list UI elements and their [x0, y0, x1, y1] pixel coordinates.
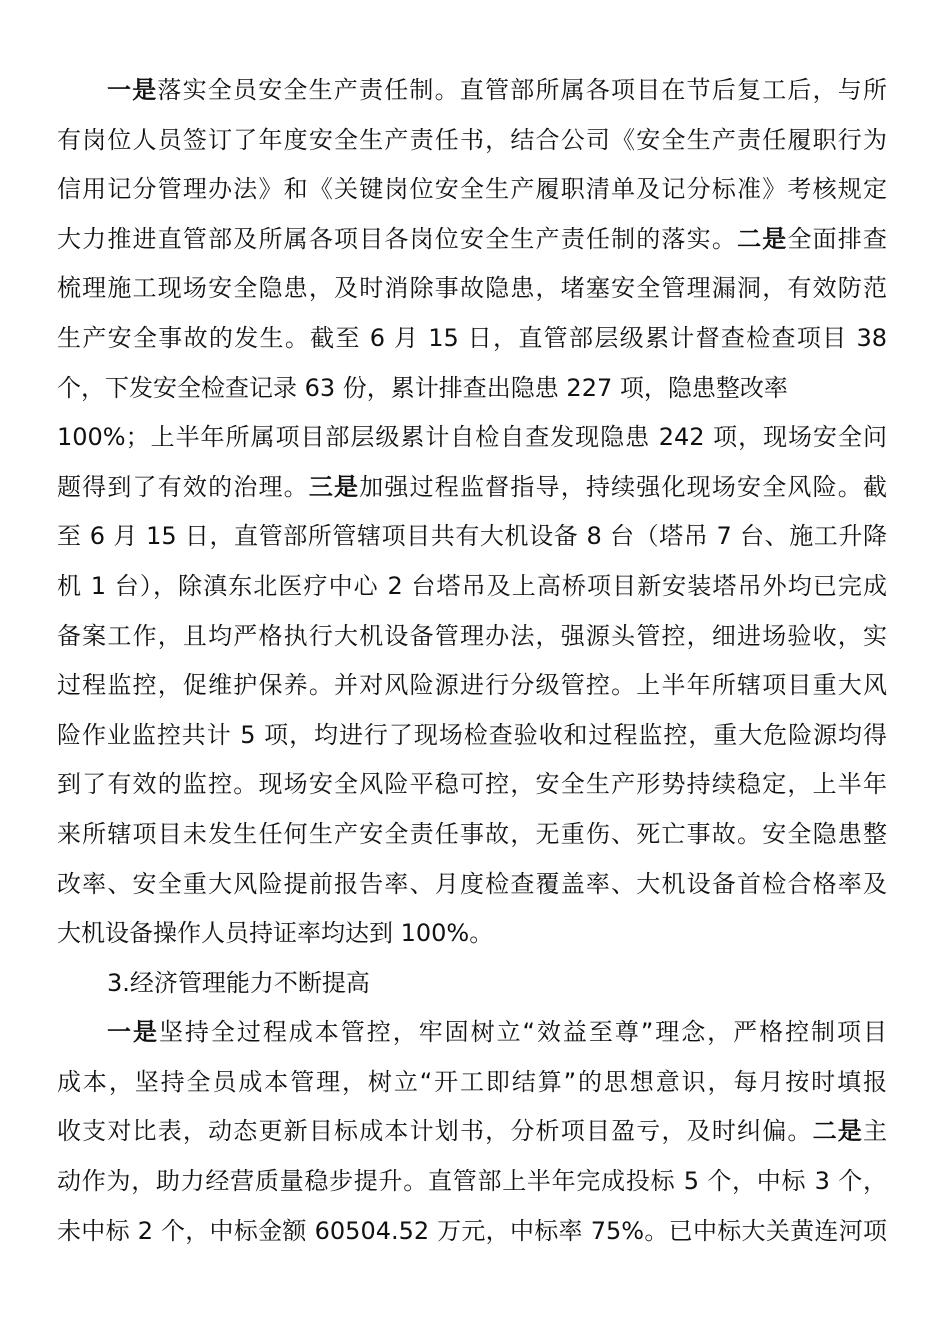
heading-text: 3.经济管理能力不断提高 [107, 968, 370, 997]
keyword-sanshi: 三是 [308, 472, 360, 501]
paragraph-line [57, 165, 887, 215]
line-text: 未中标 2 个，中标金额 60504.52 万元，中标率 75%。已中标大关黄连河项 [57, 1216, 887, 1245]
paragraph-line [57, 463, 887, 513]
line-text: 大力推进直管部及所属各项目各岗位安全生产责任制的落实。 [57, 224, 738, 253]
paragraph-line [57, 1157, 887, 1207]
line-text: 落实全员安全生产责任制。直管部所属各项目在节后复工后，与所 [157, 76, 888, 104]
paragraph-line [57, 215, 887, 265]
paragraph-line [57, 760, 887, 810]
paragraph-line [57, 1107, 887, 1157]
line-text: 机 1 台），除滇东北医疗中心 2 台塔吊及上高桥项目新安装塔吊外均已完成 [57, 571, 887, 600]
line-text: 成本，坚持全员成本管理，树立“开工即结算”的思想意识，每月按时填报 [57, 1067, 887, 1096]
line-text: 全面排查 [787, 224, 887, 253]
paragraph-line [57, 66, 887, 116]
line-text: 加强过程监督指导，持续强化现场安全风险。截 [359, 472, 887, 501]
paragraph-line [57, 860, 887, 910]
line-text: 大机设备操作人员持证率均达到 100%。 [57, 919, 494, 948]
line-text: 坚持全过程成本管控，牢固树立“效益至尊”理念，严格控制项目 [158, 1018, 888, 1047]
keyword-yishi: 一是 [107, 76, 158, 104]
keyword-ershi: 二是 [812, 1117, 863, 1146]
paragraph-line [57, 1207, 887, 1257]
paragraph-line [57, 512, 887, 562]
line-text: 个，下发安全检查记录 63 份，累计排查出隐患 227 项，隐患整改率 [57, 373, 788, 402]
paragraph-line [57, 661, 887, 711]
line-text: 改率、安全重大风险提前报告率、月度检查覆盖率、大机设备首检合格率及 [57, 869, 887, 898]
paragraph-line [57, 314, 887, 364]
paragraph-line [57, 612, 887, 662]
line-text: 有岗位人员签订了年度安全生产责任书，结合公司《安全生产责任履职行为 [57, 125, 887, 154]
keyword-yishi: 一是 [107, 1018, 159, 1047]
paragraph-line [57, 909, 887, 959]
paragraph-line [57, 562, 887, 612]
line-text: 100%；上半年所属项目部层级累计自检自查发现隐患 242 项，现场安全问 [57, 423, 887, 452]
paragraph-line [57, 810, 887, 860]
line-text: 信用记分管理办法》和《关键岗位安全生产履职清单及记分标准》考核规定 [57, 175, 887, 204]
line-text: 险作业监控共计 5 项，均进行了现场检查验收和过程监控，重大危险源均得 [57, 720, 887, 749]
line-text: 来所辖项目未发生任何生产安全责任事故，无重伤、死亡事故。安全隐患整 [57, 819, 887, 848]
line-text: 至 6 月 15 日，直管部所管辖项目共有大机设备 8 台（塔吊 7 台、施工升降 [57, 522, 887, 551]
line-text: 主 [863, 1117, 887, 1146]
line-text: 收支对比表，动态更新目标成本计划书，分析项目盈亏，及时纠偏。 [57, 1117, 813, 1146]
line-text: 过程监控，促维护保养。并对风险源进行分级管控。上半年所辖项目重大风 [57, 671, 887, 700]
paragraph-line [57, 364, 887, 414]
paragraph-line [57, 1008, 887, 1058]
keyword-ershi: 二是 [737, 224, 788, 253]
paragraph-line [57, 116, 887, 166]
section-heading [57, 959, 887, 1009]
line-text: 到了有效的监控。现场安全风险平稳可控，安全生产形势持续稳定，上半年 [57, 770, 887, 799]
paragraph-line [57, 711, 887, 761]
line-text: 题得到了有效的治理。 [57, 472, 309, 501]
body-text [57, 66, 887, 1256]
line-text: 动作为，助力经营质量稳步提升。直管部上半年完成投标 5 个，中标 3 个， [57, 1167, 887, 1196]
line-text: 生产安全事故的发生。截至 6 月 15 日，直管部层级累计督查检查项目 38 [57, 323, 887, 352]
paragraph-line [57, 1058, 887, 1108]
line-text: 梳理施工现场安全隐患，及时消除事故隐患，堵塞安全管理漏洞，有效防范 [57, 274, 887, 303]
paragraph-line [57, 264, 887, 314]
line-text: 备案工作，且均严格执行大机设备管理办法，强源头管控，细进场验收，实 [57, 621, 887, 650]
paragraph-line [57, 413, 887, 463]
